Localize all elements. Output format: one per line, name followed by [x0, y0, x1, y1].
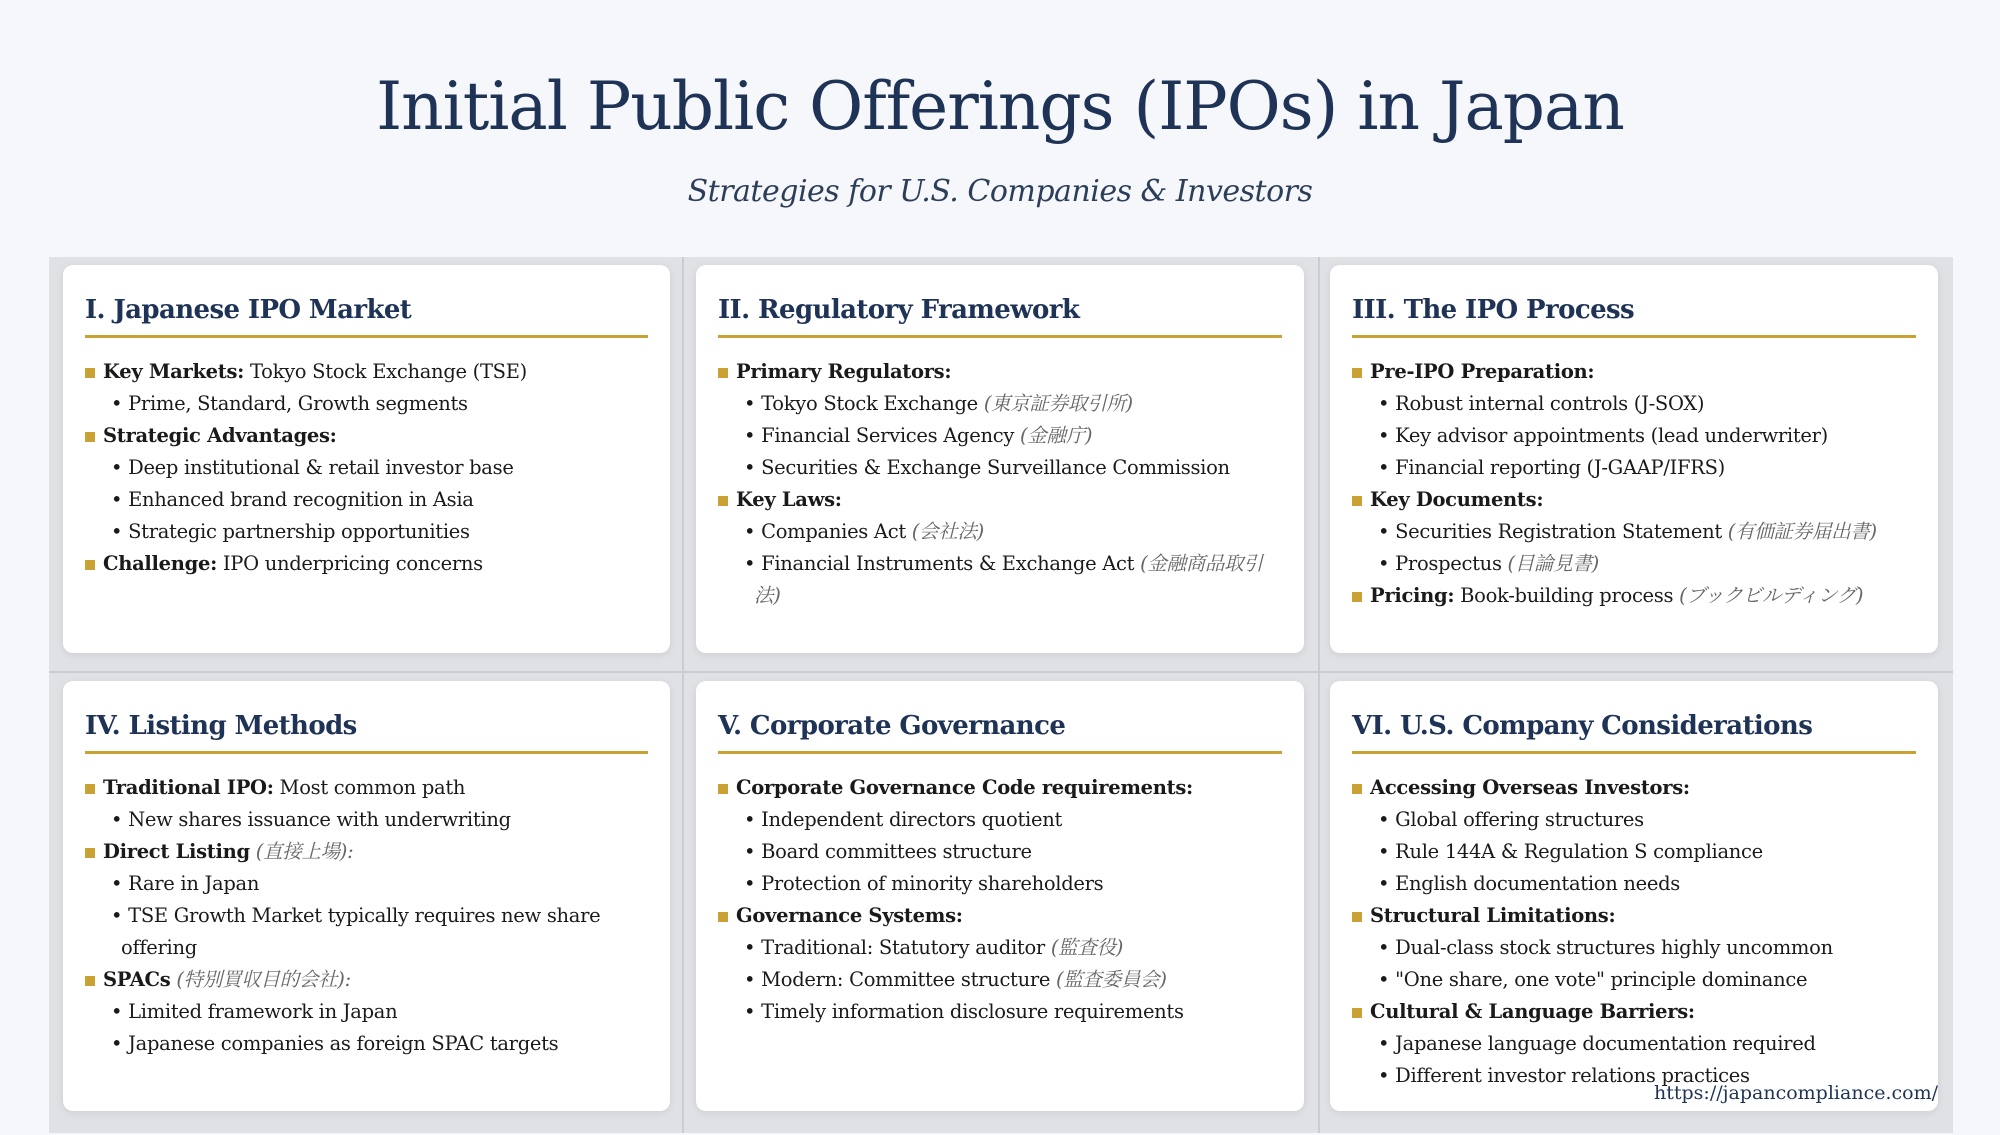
- section-heading: II. Regulatory Framework: [718, 295, 1282, 338]
- sub-item-text: Prospectus: [1395, 552, 1508, 575]
- section-content: [85, 356, 648, 580]
- item-label: Traditional IPO:: [103, 776, 274, 799]
- sub-list-item: [718, 452, 1282, 484]
- list-item: [718, 900, 1282, 932]
- list-item: [85, 772, 648, 804]
- item-label: SPACs: [103, 968, 171, 991]
- sub-list-item: [1352, 868, 1916, 900]
- sub-item-text: Timely information disclosure requirements: [761, 1000, 1184, 1023]
- item-label: Primary Regulators:: [736, 360, 952, 383]
- sub-list-item: [1352, 452, 1916, 484]
- item-label: Pricing:: [1370, 584, 1455, 607]
- sub-list-item: [85, 900, 648, 964]
- sub-item-text: Rare in Japan: [128, 872, 260, 895]
- sub-item-text: Tokyo Stock Exchange: [761, 392, 984, 415]
- sub-item-text: "One share, one vote" principle dominance: [1395, 968, 1808, 991]
- section-card-regulatory-framework: [696, 265, 1304, 653]
- sub-item-text: English documentation needs: [1395, 872, 1680, 895]
- item-label: Pre-IPO Preparation:: [1370, 360, 1595, 383]
- sub-item-japanese-term: (金融庁): [1019, 424, 1093, 447]
- grid-divider: [1318, 257, 1320, 1133]
- section-card-listing-methods: [63, 681, 670, 1111]
- section-content: [718, 356, 1282, 612]
- sub-item-text: Robust internal controls (J-SOX): [1395, 392, 1705, 415]
- item-text: Most common path: [273, 776, 466, 799]
- list-item: [1352, 484, 1916, 516]
- list-item: [85, 420, 648, 452]
- sub-list-item: [85, 484, 648, 516]
- list-item: [85, 964, 648, 996]
- sub-list-item: [718, 868, 1282, 900]
- list-item: [1352, 900, 1916, 932]
- page-title: Initial Public Offerings (IPOs) in Japan: [376, 68, 1624, 145]
- sub-item-japanese-term: (目論見書): [1507, 552, 1599, 575]
- sub-item-text: Japanese language documentation required: [1395, 1032, 1816, 1055]
- section-heading: IV. Listing Methods: [85, 711, 648, 754]
- sub-item-text: Protection of minority shareholders: [761, 872, 1104, 895]
- section-content: [718, 772, 1282, 1028]
- sub-item-japanese-term: (会社法): [911, 520, 984, 543]
- sub-item-text: Dual-class stock structures highly uncommon: [1395, 936, 1833, 959]
- item-japanese-term: (直接上場):: [255, 840, 354, 863]
- sub-list-item: [85, 388, 648, 420]
- sub-list-item: [1352, 420, 1916, 452]
- sub-item-text: Different investor relations practices: [1395, 1064, 1750, 1087]
- item-label: Challenge:: [103, 552, 217, 575]
- sub-item-text: Strategic partnership opportunities: [128, 520, 470, 543]
- sub-item-text: Independent directors quotient: [761, 808, 1062, 831]
- sub-item-japanese-term: (監査委員会): [1056, 968, 1167, 991]
- section-heading: III. The IPO Process: [1352, 295, 1916, 338]
- section-card-corporate-governance: [696, 681, 1304, 1111]
- sub-item-japanese-term: (東京証券取引所): [983, 392, 1133, 415]
- sub-item-text: Companies Act: [761, 520, 912, 543]
- sub-item-text: Board committees structure: [761, 840, 1032, 863]
- item-label: Key Documents:: [1370, 488, 1544, 511]
- item-label: Direct Listing: [103, 840, 250, 863]
- sub-item-text: Deep institutional & retail investor base: [128, 456, 514, 479]
- sub-list-item: [1352, 1028, 1916, 1060]
- sub-list-item: [718, 996, 1282, 1028]
- section-content: [1352, 772, 1916, 1092]
- list-item: [1352, 772, 1916, 804]
- section-heading: I. Japanese IPO Market: [85, 295, 648, 338]
- sub-item-text: Securities & Exchange Surveillance Commission: [761, 456, 1230, 479]
- sub-list-item: [85, 516, 648, 548]
- item-text: Book-building process: [1454, 584, 1680, 607]
- section-card-ipo-market: [63, 265, 670, 653]
- section-heading: V. Corporate Governance: [718, 711, 1282, 754]
- sub-list-item: [85, 868, 648, 900]
- item-label: Key Laws:: [736, 488, 842, 511]
- sub-list-item: [1352, 388, 1916, 420]
- sub-list-item: [718, 420, 1282, 452]
- sub-list-item: [1352, 548, 1916, 580]
- sub-item-text: New shares issuance with underwriting: [128, 808, 511, 831]
- sub-list-item: [718, 964, 1282, 996]
- sub-item-text: Japanese companies as foreign SPAC targets: [128, 1032, 559, 1055]
- sub-item-text: Financial reporting (J-GAAP/IFRS): [1395, 456, 1725, 479]
- list-item: [85, 356, 648, 388]
- list-item: [1352, 996, 1916, 1028]
- sub-item-text: Securities Registration Statement: [1395, 520, 1728, 543]
- item-text: Tokyo Stock Exchange (TSE): [244, 360, 527, 383]
- list-item: [85, 836, 648, 868]
- sub-list-item: [85, 1028, 648, 1060]
- section-heading: VI. U.S. Company Considerations: [1352, 711, 1916, 754]
- list-item: [718, 356, 1282, 388]
- item-label: Structural Limitations:: [1370, 904, 1616, 927]
- sub-item-text: Rule 144A & Regulation S compliance: [1395, 840, 1763, 863]
- section-card-us-company-considerations: [1330, 681, 1938, 1111]
- sub-item-text: Prime, Standard, Growth segments: [128, 392, 468, 415]
- grid-divider: [49, 671, 1953, 673]
- section-content: [1352, 356, 1916, 612]
- sub-item-text: Global offering structures: [1395, 808, 1644, 831]
- sub-list-item: [718, 516, 1282, 548]
- sub-list-item: [1352, 964, 1916, 996]
- sub-list-item: [1352, 804, 1916, 836]
- sub-list-item: [718, 836, 1282, 868]
- sub-list-item: [1352, 932, 1916, 964]
- sub-list-item: [718, 932, 1282, 964]
- section-content: [85, 772, 648, 1060]
- sub-item-japanese-term: (金融商品取引法): [754, 552, 1263, 607]
- item-label: Cultural & Language Barriers:: [1370, 1000, 1695, 1023]
- sub-item-text: Enhanced brand recognition in Asia: [128, 488, 474, 511]
- item-label: Key Markets:: [103, 360, 245, 383]
- sub-list-item: [718, 388, 1282, 420]
- footer-url: https://japancompliance.com/: [1654, 1082, 1938, 1104]
- item-japanese-term: (ブックビルディング): [1679, 584, 1864, 607]
- sub-item-japanese-term: (監査役): [1050, 936, 1124, 959]
- list-item: [718, 484, 1282, 516]
- page-subtitle: Strategies for U.S. Companies & Investors: [687, 174, 1313, 209]
- sub-item-text: Financial Instruments & Exchange Act: [761, 552, 1141, 575]
- item-label: Strategic Advantages:: [103, 424, 337, 447]
- sub-item-text: Limited framework in Japan: [128, 1000, 398, 1023]
- sub-list-item: [1352, 836, 1916, 868]
- section-card-ipo-process: [1330, 265, 1938, 653]
- item-text: IPO underpricing concerns: [216, 552, 483, 575]
- sub-item-text: Financial Services Agency: [761, 424, 1020, 447]
- sub-list-item: [85, 452, 648, 484]
- sub-list-item: [85, 996, 648, 1028]
- sub-list-item: [718, 804, 1282, 836]
- sub-list-item: [718, 548, 1282, 612]
- sub-item-text: Traditional: Statutory auditor: [761, 936, 1051, 959]
- item-label: Corporate Governance Code requirements:: [736, 776, 1193, 799]
- item-label: Governance Systems:: [736, 904, 963, 927]
- sub-list-item: [1352, 516, 1916, 548]
- sub-item-text: TSE Growth Market typically requires new share offering: [121, 904, 601, 959]
- list-item: [1352, 580, 1916, 612]
- sub-list-item: [85, 804, 648, 836]
- sub-item-text: Key advisor appointments (lead underwriter): [1395, 424, 1828, 447]
- sub-item-text: Modern: Committee structure: [761, 968, 1057, 991]
- list-item: [718, 772, 1282, 804]
- sub-item-japanese-term: (有価証券届出書): [1727, 520, 1877, 543]
- list-item: [85, 548, 648, 580]
- item-label: Accessing Overseas Investors:: [1370, 776, 1690, 799]
- grid-divider: [682, 257, 684, 1133]
- item-japanese-term: (特別買収目的会社):: [176, 968, 351, 991]
- list-item: [1352, 356, 1916, 388]
